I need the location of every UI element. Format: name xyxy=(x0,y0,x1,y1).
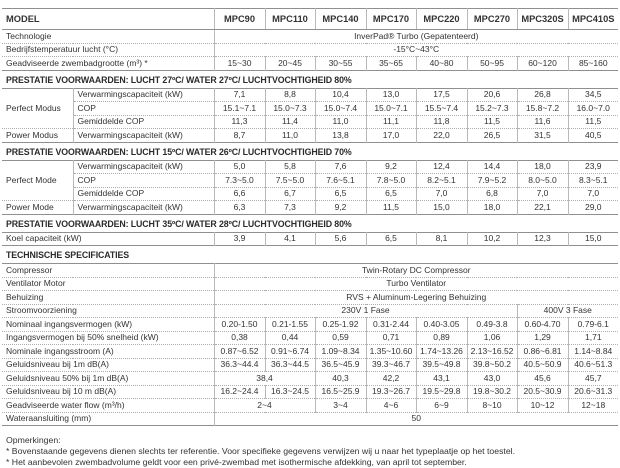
row-label: Bedrijfstemperatuur lucht (°C) xyxy=(2,43,214,57)
spec-cell: 19.8~30.2 xyxy=(467,385,517,399)
spec-cell: 15.0~7.4 xyxy=(315,102,366,116)
spec-cell: 17,5 xyxy=(416,88,467,102)
mode-label: Power Modus xyxy=(2,129,73,143)
spec-cell: 12,3 xyxy=(517,232,568,246)
spec-cell: 36.5~45.9 xyxy=(315,358,366,372)
table-row xyxy=(2,291,618,305)
row-label: Verwarmingscapaciteit (kW) xyxy=(73,201,214,215)
spec-cell: 8.0~5.0 xyxy=(517,174,568,188)
spec-cell: 3~4 xyxy=(315,399,366,413)
spec-cell: 11,8 xyxy=(416,115,467,129)
spec-cell: Turbo Ventilator xyxy=(214,277,618,291)
spec-cell: 19.5~29.8 xyxy=(416,385,467,399)
spec-cell: 31,5 xyxy=(517,129,568,143)
spec-cell: 1,71 xyxy=(568,331,618,345)
table-row xyxy=(2,115,618,129)
row-label: Koel capaciteit (kW) xyxy=(6,233,82,243)
spec-cell: 0,44 xyxy=(265,331,315,345)
spec-cell: 6,5 xyxy=(366,187,416,201)
row-label: Geluidsniveau bij 1m dB(A) xyxy=(2,358,214,372)
row-label: Verwarmingscapaciteit (kW) xyxy=(73,129,214,143)
spec-cell: 0.86~6.81 xyxy=(517,345,568,359)
spec-cell: 8,8 xyxy=(265,88,315,102)
row-label: Geadviseerde water flow (m³/h) xyxy=(2,399,214,413)
spec-cell: 1.35~10.60 xyxy=(366,345,416,359)
spec-cell: 6,7 xyxy=(265,187,315,201)
spec-cell: 15.2~7.3 xyxy=(467,102,517,116)
table-row xyxy=(2,30,618,44)
spec-cell: 11,5 xyxy=(366,201,416,215)
spec-cell: 8.2~5.1 xyxy=(416,174,467,188)
spec-cell: 15,0 xyxy=(568,232,618,246)
table-row xyxy=(2,372,618,386)
spec-cell: 10,4 xyxy=(315,88,366,102)
row-label: Geadviseerde zwembadgrootte (m³) * xyxy=(2,57,214,71)
spec-cell: 1.14~8.84 xyxy=(568,345,618,359)
spec-cell: 7,0 xyxy=(517,187,568,201)
spec-cell: 16.3~24.5 xyxy=(265,385,315,399)
spec-cell: 11,6 xyxy=(517,115,568,129)
table-row xyxy=(2,345,618,359)
spec-cell: 29,0 xyxy=(568,201,618,215)
spec-cell: 26,5 xyxy=(467,129,517,143)
mode-label: Perfect Mode xyxy=(6,174,57,185)
spec-cell: 12~18 xyxy=(568,399,618,413)
section-heading: PRESTATIE VOORWAARDEN: LUCHT 15ºC/ WATER 26ºC/ LUCHTVOCHTIGHEID 70% xyxy=(6,146,352,157)
spec-table xyxy=(2,263,618,426)
spec-cell: 4~6 xyxy=(366,399,416,413)
spec-cell: 15.0~7.3 xyxy=(265,102,315,116)
spec-cell: InverPad® Turbo (Gepatenteerd) xyxy=(214,30,618,44)
row-label: Gemiddelde COP xyxy=(73,115,214,129)
spec-cell: 36.3~44.5 xyxy=(265,358,315,372)
row-label: COP xyxy=(73,102,214,116)
spec-cell: 50 xyxy=(214,412,618,426)
spec-cell: 40,3 xyxy=(315,372,366,386)
model-name: MPC270 xyxy=(467,9,517,30)
spec-cell: 45,7 xyxy=(568,372,618,386)
spec-cell: 0.25-1.92 xyxy=(315,318,366,332)
spec-cell: 7.3~5.0 xyxy=(214,174,265,188)
spec-cell: 39.5~49.8 xyxy=(416,358,467,372)
spec-cell: 15.5~7.4 xyxy=(416,102,467,116)
table-row xyxy=(2,264,618,278)
table-row xyxy=(2,102,618,116)
spec-cell: 22,1 xyxy=(517,201,568,215)
spec-cell: 10~12 xyxy=(517,399,568,413)
row-label: Nominale ingangsstroom (A) xyxy=(2,345,214,359)
spec-cell: 0,71 xyxy=(366,331,416,345)
spec-cell: 7.8~5.0 xyxy=(366,174,416,188)
spec-cell: 9,2 xyxy=(366,160,416,174)
spec-cell: 0.79-6.1 xyxy=(568,318,618,332)
spec-cell: 17,0 xyxy=(366,129,416,143)
spec-cell: 0.60-4.70 xyxy=(517,318,568,332)
spec-cell: 40,5 xyxy=(568,129,618,143)
model-name: MPC220 xyxy=(416,9,467,30)
spec-cell: 39.3~46.7 xyxy=(366,358,416,372)
row-label: Wateraansluiting (mm) xyxy=(2,412,214,426)
spec-cell: 11,0 xyxy=(265,129,315,143)
spec-cell: 0.91~6.74 xyxy=(265,345,315,359)
model-name: MPC90 xyxy=(214,9,265,30)
model-header-row xyxy=(2,9,618,30)
spec-cell: 0.49-3.8 xyxy=(467,318,517,332)
row-label: Geluidsniveau 50% bij 1m dB(A) xyxy=(2,372,214,386)
spec-cell: 7.5~5.0 xyxy=(265,174,315,188)
spec-cell: 6,3 xyxy=(214,201,265,215)
row-label: Verwarmingscapaciteit (kW) xyxy=(73,88,214,102)
spec-cell: 13,0 xyxy=(366,88,416,102)
spec-cell: 45,6 xyxy=(517,372,568,386)
spec-cell: 16.0~7.0 xyxy=(568,102,618,116)
row-label: Ingangsvermogen bij 50% snelheid (kW) xyxy=(2,331,214,345)
spec-cell: 0.87~6.52 xyxy=(214,345,265,359)
spec-cell: 0.20-1.50 xyxy=(214,318,265,332)
spec-cell: 8,7 xyxy=(214,129,265,143)
spec-cell: 2~4 xyxy=(214,399,315,413)
spec-cell: 7.6~5.1 xyxy=(315,174,366,188)
spec-cell: 19.3~26.7 xyxy=(366,385,416,399)
table-row xyxy=(2,385,618,399)
table-row xyxy=(2,318,618,332)
spec-cell: RVS + Aluminum-Legering Behuizing xyxy=(214,291,618,305)
spec-cell: 43,0 xyxy=(467,372,517,386)
spec-cell: 50~95 xyxy=(467,57,517,71)
spec-cell: 35~65 xyxy=(366,57,416,71)
table-row xyxy=(2,331,618,345)
table-row xyxy=(2,88,618,102)
spec-cell: 42,2 xyxy=(366,372,416,386)
table-row xyxy=(2,399,618,413)
spec-cell: 0,59 xyxy=(315,331,366,345)
spec-cell: 2.13~16.52 xyxy=(467,345,517,359)
spec-cell: 1,06 xyxy=(467,331,517,345)
row-label: Gemiddelde COP xyxy=(73,187,214,201)
spec-cell: 40.6~51.3 xyxy=(568,358,618,372)
spec-cell: 5,0 xyxy=(214,160,265,174)
spec-table xyxy=(2,88,618,143)
model-name: MPC110 xyxy=(265,9,315,30)
row-label: Stroomvoorziening xyxy=(2,304,214,318)
spec-cell: 26,8 xyxy=(517,88,568,102)
spec-cell: 0.31-2.44 xyxy=(366,318,416,332)
spec-cell: 7,1 xyxy=(214,88,265,102)
spec-cell: 40.5~50.9 xyxy=(517,358,568,372)
spec-cell: 9,2 xyxy=(315,201,366,215)
note-item: * Het aanbevolen zwembadvolume geldt voor een privé-zwembad met isothermische afdekking, van april tot september. xyxy=(6,457,467,467)
spec-cell: 20,6 xyxy=(467,88,517,102)
spec-cell: 6,6 xyxy=(214,187,265,201)
spec-cell: 15~30 xyxy=(214,57,265,71)
spec-cell: 60~120 xyxy=(517,57,568,71)
spec-cell: -15°C~43°C xyxy=(214,43,618,57)
spec-cell: 13,8 xyxy=(315,129,366,143)
table-row xyxy=(2,277,618,291)
spec-cell: 15.0~7.1 xyxy=(366,102,416,116)
spec-cell: 5,8 xyxy=(265,160,315,174)
spec-cell: 14,4 xyxy=(467,160,517,174)
spec-cell: 15,0 xyxy=(416,201,467,215)
row-label: Geluidsniveau bij 10 m dB(A) xyxy=(2,385,214,399)
spec-cell: 1.74~13.26 xyxy=(416,345,467,359)
notes-block xyxy=(2,435,618,468)
table-row xyxy=(2,201,618,215)
spec-cell: 85~160 xyxy=(568,57,618,71)
row-label: Technologie xyxy=(2,30,214,44)
notes-title: Opmerkingen: xyxy=(6,435,61,445)
model-column-label: MODEL xyxy=(2,9,214,30)
spec-cell: 11,5 xyxy=(568,115,618,129)
spec-cell: 18,0 xyxy=(467,201,517,215)
note-item: * Bovenstaande gegevens dienen slechts ter referentie. Voor specifieke gegevens verwijzen wij u naar het typeplaatje op het toestel. xyxy=(6,446,516,456)
spec-cell: 4,1 xyxy=(265,232,315,246)
row-label: Verwarmingscapaciteit (kW) xyxy=(73,160,214,174)
spec-cell: 7,6 xyxy=(315,160,366,174)
spec-cell: 11,5 xyxy=(467,115,517,129)
spec-table xyxy=(2,232,618,247)
model-name: MPC320S xyxy=(517,9,568,30)
spec-cell: 6,5 xyxy=(315,187,366,201)
table-row xyxy=(2,174,618,188)
spec-cell: 7,0 xyxy=(568,187,618,201)
spec-cell: 0,38 xyxy=(214,331,265,345)
table-row xyxy=(2,358,618,372)
model-name: MPC140 xyxy=(315,9,366,30)
spec-cell: Twin-Rotary DC Compressor xyxy=(214,264,618,278)
spec-cell: 3,9 xyxy=(214,232,265,246)
spec-cell: 11,4 xyxy=(265,115,315,129)
spec-cell: 0.40-3.05 xyxy=(416,318,467,332)
model-name: MPC170 xyxy=(366,9,416,30)
spec-cell: 23,9 xyxy=(568,160,618,174)
model-name: MPC410S xyxy=(568,9,618,30)
section-heading: PRESTATIE VOORWAARDEN: LUCHT 27ºC/ WATER 27ºC/ LUCHTVOCHTIGHEID 80% xyxy=(6,74,352,85)
spec-cell: 7,3 xyxy=(265,201,315,215)
table-row xyxy=(2,187,618,201)
spec-cell: 15.1~7.1 xyxy=(214,102,265,116)
spec-cell: 36.3~44.4 xyxy=(214,358,265,372)
spec-cell: 6~9 xyxy=(416,399,467,413)
mode-label: Perfect Modus xyxy=(6,102,61,113)
table-row xyxy=(2,57,618,71)
spec-cell: 20~45 xyxy=(265,57,315,71)
spec-cell: 1,29 xyxy=(517,331,568,345)
spec-cell: 22,0 xyxy=(416,129,467,143)
row-label: Behuizing xyxy=(2,291,214,305)
spec-cell: 8.3~5.1 xyxy=(568,174,618,188)
spec-cell: 7,0 xyxy=(416,187,467,201)
table-row xyxy=(2,412,618,426)
spec-cell: 7.9~5.2 xyxy=(467,174,517,188)
table-row xyxy=(2,43,618,57)
table-row xyxy=(2,129,618,143)
spec-cell: 5,6 xyxy=(315,232,366,246)
spec-cell: 11,0 xyxy=(315,115,366,129)
spec-cell: 12,4 xyxy=(416,160,467,174)
spec-cell: 43,1 xyxy=(416,372,467,386)
spec-cell: 11,3 xyxy=(214,115,265,129)
spec-cell: 40~80 xyxy=(416,57,467,71)
spec-table xyxy=(2,160,618,215)
row-label: Compressor xyxy=(6,264,53,275)
spec-cell: 30~55 xyxy=(315,57,366,71)
spec-cell: 15.8~7.2 xyxy=(517,102,568,116)
row-label: Ventilator Motor xyxy=(2,277,214,291)
spec-cell: 18,0 xyxy=(517,160,568,174)
spec-table xyxy=(2,8,618,71)
mode-label: Power Mode xyxy=(2,201,73,215)
table-row xyxy=(2,160,618,174)
spec-cell: 20.6~31.3 xyxy=(568,385,618,399)
section-heading: PRESTATIE VOORWAARDEN: LUCHT 35ºC/ WATER 28ºC/ LUCHTVOCHTIGHEID 80% xyxy=(6,218,352,229)
spec-cell: 8,1 xyxy=(416,232,467,246)
spec-cell: 38,4 xyxy=(214,372,315,386)
spec-cell: 400V 3 Fase xyxy=(517,304,618,318)
spec-cell: 10,2 xyxy=(467,232,517,246)
spec-cell: 20.5~30.9 xyxy=(517,385,568,399)
spec-cell: 1.09~8.34 xyxy=(315,345,366,359)
table-row xyxy=(2,304,618,318)
spec-cell: 6,8 xyxy=(467,187,517,201)
spec-cell: 0,89 xyxy=(416,331,467,345)
spec-cell: 6,5 xyxy=(366,232,416,246)
spec-cell: 16.2~24.4 xyxy=(214,385,265,399)
spec-cell: 34,5 xyxy=(568,88,618,102)
table-row xyxy=(2,232,618,246)
spec-cell: 8~10 xyxy=(467,399,517,413)
spec-cell: 11,1 xyxy=(366,115,416,129)
row-label: COP xyxy=(73,174,214,188)
spec-cell: 230V 1 Fase xyxy=(214,304,517,318)
spec-cell: 0.21-1.55 xyxy=(265,318,315,332)
spec-cell: 16.5~25.9 xyxy=(315,385,366,399)
row-label: Nominaal ingangsvermogen (kW) xyxy=(2,318,214,332)
section-heading: TECHNISCHE SPECIFICATIES xyxy=(6,250,130,260)
spec-cell: 39.8~50.2 xyxy=(467,358,517,372)
